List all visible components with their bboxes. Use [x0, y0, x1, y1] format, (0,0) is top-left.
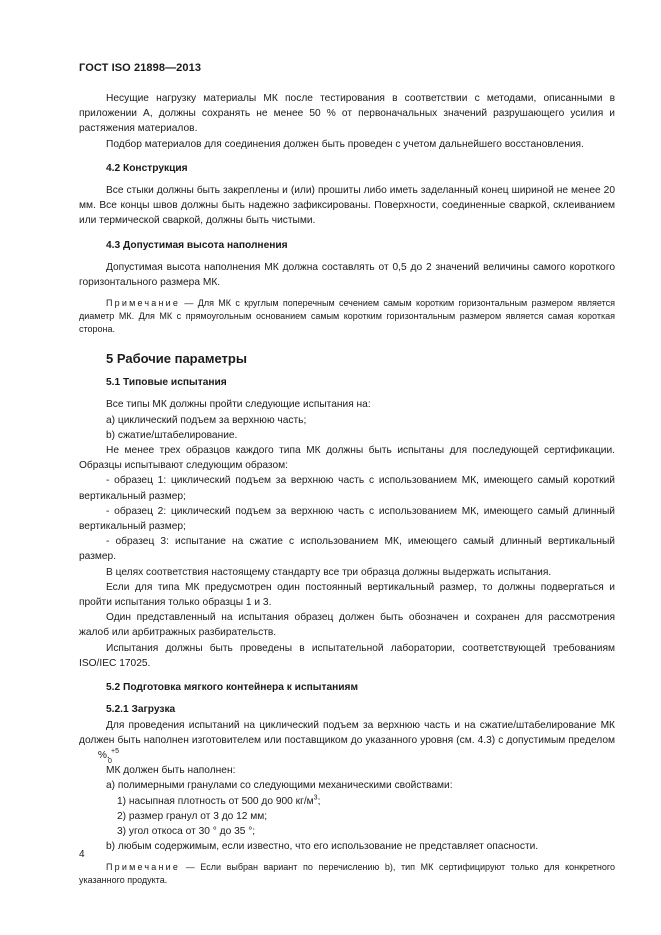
paragraph: Один представленный на испытания образец должен быть обозначен и сохранен для рассмотрения жалоб или арбитражных разбирательств. [79, 612, 615, 639]
paragraph: Все стыки должны быть закреплены и (или) прошиты либо иметь заделанный конец шириной не менее 20 мм. Все концы швов должны быть надежно зафиксированы. Поверхности, соединенные сваркой, склеиванием или термической сваркой, должны быть чистыми. [79, 185, 615, 227]
tolerance [79, 748, 119, 766]
section-heading-5-2: 5.2 Подготовка мягкого контейнера к испытаниям [106, 682, 359, 694]
list-item: - образец 2: циклический подъем за верхнюю часть с использованием МК, имеющего самый длинный вертикальный размер; [79, 505, 615, 533]
section-heading-4-3: 4.3 Допустимая высота наполнения [106, 239, 288, 251]
paragraph: Не менее трех образцов каждого типа МК должны быть испытаны для последующей сертификации. Образцы испытывают следующим образом: [79, 445, 615, 472]
list-subitem: 2) размер гранул от 3 до 12 мм; [117, 810, 268, 822]
list-item: - образец 1: циклический подъем за верхнюю часть с использованием МК, имеющего самый короткий вертикальный размер; [79, 475, 615, 502]
paragraph: В целях соответствия настоящему стандарту все три образца должны выдержать испытания. [106, 566, 552, 578]
note-label: Примечание [106, 298, 181, 309]
paragraph: Все типы МК должны пройти следующие испытания на: [106, 399, 371, 411]
note [79, 861, 615, 887]
list-item: a) полимерными гранулами со следующими механическими свойствами: [106, 780, 453, 792]
document-body [79, 91, 615, 887]
paragraph: Если для типа МК предусмотрен один постоянный вертикальный размер, то должны подвергаться и пройти испытания только образцы 1 и 3. [79, 581, 615, 609]
list-item: b) сжатие/штабелирование. [106, 429, 238, 441]
tolerance-lower: 0 [108, 758, 112, 766]
tolerance-upper: +5 [111, 748, 119, 756]
list-item: - образец 3: испытание на сжатие с использованием МК, имеющего самый длинный вертикальный размер. [79, 536, 615, 563]
paragraph-text-end: %. [95, 749, 110, 761]
note-label: Примечание [106, 862, 181, 873]
superscript: 3 [313, 794, 318, 802]
paragraph: МК должен быть наполнен: [106, 765, 236, 777]
section-heading-5-2-1: 5.2.1 Загрузка [106, 704, 176, 716]
list-item: b) любым содержимым, если известно, что его использование не представляет опасности. [106, 841, 539, 853]
paragraph-text: Для проведения испытаний на циклический подъем за верхнюю часть и на сжатие/штабелирование МК должен быть наполнен изготовителем или поставщиком до указанного уровня (см. 4.3) с допустимым пределом [79, 719, 615, 746]
paragraph: Испытания должны быть проведены в испытательной лаборатории, соответствующей требованиям ISO/IEC 17025. [79, 642, 615, 669]
list-subitem [79, 794, 615, 809]
note-text: — Если выбран вариант по перечислению b), тип МК сертифицируют только для конкретного указанного продукта. [79, 862, 615, 886]
section-heading-5: 5 Рабочие параметры [106, 351, 247, 367]
paragraph: Несущие нагрузку материалы МК после тестирования в соответствии с методами, описанными в приложении А, должны сохранять не менее 50 % от первоначальных значений разрушающего усилия и растяжения материалов. [79, 93, 615, 135]
section-heading-4-2: 4.2 Конструкция [106, 162, 188, 174]
note [79, 297, 615, 336]
paragraph: Допустимая высота наполнения МК должна составлять от 0,5 до 2 значений величины самого короткого горизонтального размера МК. [79, 261, 615, 289]
section-heading-5-1: 5.1 Типовые испытания [106, 377, 227, 389]
note-text: — Для МК с круглым поперечным сечением самым коротким горизонтальным размером является диаметр МК. Для МК с прямоугольным основанием самым коротким горизонтальным размером является самая короткая сторона. [79, 298, 615, 335]
list-item: a) циклический подъем за верхнюю часть; [106, 414, 307, 426]
document-header: ГОСТ ISO 21898—2013 [79, 62, 202, 74]
subitem-end: ; [317, 795, 321, 807]
paragraph [79, 718, 615, 764]
page-number: 4 [79, 849, 85, 860]
paragraph: Подбор материалов для соединения должен быть проведен с учетом дальнейшего восстановления. [106, 138, 584, 150]
subitem-text: 1) насыпная плотность от 500 до 900 кг/м [117, 795, 314, 807]
list-subitem: 3) угол откоса от 30 ° до 35 °; [117, 825, 256, 837]
